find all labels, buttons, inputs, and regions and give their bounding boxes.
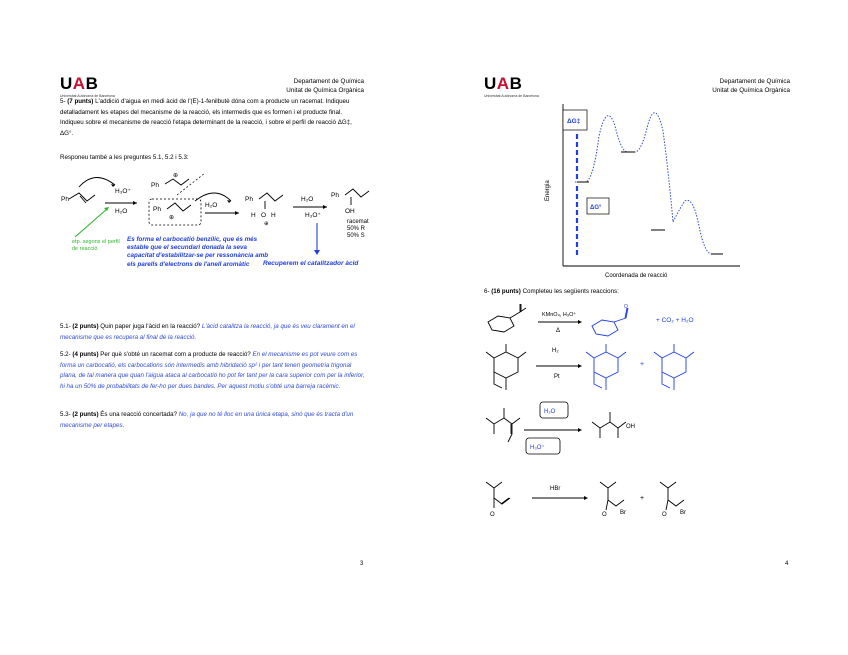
green-arrow [75, 209, 107, 237]
logo-subtitle-right: Universitat Autònoma de Barcelona [484, 94, 539, 98]
rxn1-reagent: KMnO₄, H₃O⁺ [542, 312, 577, 318]
dg-0-label: ΔG° [590, 205, 602, 211]
carbocation-explanation: Es forma el carbocatió benzílic, que és més estable que el secundari donada la seva capacitat d'estabilitzar-se per ressonància amb els parells d'electrons de l'anell aromàtic [127, 236, 269, 268]
carbocation-plus-1: ⊕ [173, 173, 179, 179]
mechanism-scheme [55, 165, 390, 295]
rxn4-br2: Br [680, 510, 686, 516]
rxn3-product [592, 412, 626, 438]
question-5: 5- (7 punts) L'addició d'aigua en medi àcid de l'(E)-1-fenilbutè dóna com a producte un racemat. Indiqueu detalladament les etapes del mecanisme de la reacció, els intermedis que es formen i el producte final. Indiqueu sobre el mecanisme de reacció l'etapa determinant de la reacció, i sobre el perfil de reacció ΔG‡, ΔG°. [60, 98, 352, 137]
diene-structure [486, 344, 526, 390]
ph-label-4: Ph [245, 196, 253, 203]
recover-catalyst-text: Recuperem el catalitzador àcid [263, 260, 359, 267]
rxn2-reagent: H₂ [552, 348, 559, 354]
question-5-3: 5.3- (2 punts) És una reacció concertada? No, ja que no té lloc en una única etapa, sinó que és tracta d'un mecanisme per etapes. [60, 411, 354, 429]
rxn1-products: + CO₂ + H₂O [656, 317, 694, 324]
x-axis-label: Coordenada de reacció [605, 273, 668, 279]
reaction-4 [480, 470, 760, 530]
question-5-1: 5.1- (2 punts) Quin paper juga l'àcid en la reacció? L'àcid catalitza la reacció, ja que és veu clarament en el mecanisme que es recupera al final de la reacció. [60, 323, 355, 341]
oxonium-o: O [261, 212, 267, 219]
rxn4-product-2 [660, 482, 684, 510]
department-name-right: Departament de Química [719, 78, 790, 85]
rxn3-oh: OH [626, 424, 635, 430]
h2o-label-1: H₂O [115, 208, 128, 215]
rxn2-product-1 [586, 344, 626, 390]
rxn4-plus: + [640, 495, 645, 502]
h2o-label-2: H₂O [205, 202, 218, 209]
page-number-right: 4 [785, 561, 789, 567]
uab-logo [60, 74, 120, 98]
ph-label: Ph [61, 196, 69, 203]
question-6: 6- (16 punts) Completeu les següents reaccions: [484, 288, 619, 295]
rxn4-product-1 [600, 482, 624, 510]
reaction-3 [480, 398, 760, 468]
racemat-label: racemat [347, 219, 369, 225]
logo-word: UAB [60, 74, 99, 93]
rxn4-reagent: HBr [550, 486, 561, 492]
y-axis-label: Energia [545, 180, 551, 201]
rxn3-reagent-1: H₂O [544, 409, 556, 415]
unit-name-right: Unitat de Química Orgànica [712, 86, 790, 94]
rxn3-alkene [486, 408, 520, 442]
ph-label-5: Ph [331, 192, 339, 199]
rxn1-cond: Δ [556, 328, 561, 334]
page-number-left: 3 [360, 561, 364, 567]
ph-label-3: Ph [153, 206, 161, 213]
unit-name: Unitat de Química Orgànica [286, 86, 364, 94]
rxn4-enol-ether [486, 482, 510, 508]
rxn2-plus: + [640, 361, 645, 368]
department-header [164, 78, 364, 95]
svg-text:O: O [624, 304, 628, 310]
ph-label-2: Ph [151, 182, 159, 189]
cyclohexane-alkene [488, 316, 514, 332]
s50-label: 50% S [347, 233, 365, 239]
r50-label: 50% R [347, 226, 366, 232]
green-note: etp. segons el perfil de reacció [72, 239, 120, 252]
question-5-2: 5.2- (4 punts) Per què s'obté un racemat com a producte de reacció? En el mecanisme es pot veure com es forma un carbocatió, els carbocations són intermedis amb hibridació sp² i per tant tenen geometria trigonal plana, de tal manera que quan l'aigua ataca al carbocatió ho pot fer tant per la cara superior com per la inferior, hi ha un 50% de probabilitats de fer-ho per dues bandes. Per aquest motiu s'obté una barreja racèmic. [60, 351, 365, 390]
oh-label: OH [345, 208, 355, 215]
department-name: Departament de Química [293, 78, 364, 85]
rxn2-cond: Pt [554, 374, 560, 380]
rxn4-o2: O [662, 512, 667, 518]
dg-ts-label: ΔG‡ [567, 118, 581, 125]
carbocation-plus-2: ⊕ [169, 215, 175, 221]
oxonium-h2: H [271, 212, 276, 219]
rxn4-o1: O [602, 512, 607, 518]
logo-word-right: UAB [484, 74, 523, 93]
rxn4-br1: Br [620, 510, 626, 516]
h2o-label-3: H₂O [301, 196, 314, 203]
rxn2-product-2 [654, 344, 694, 390]
energy-profile [535, 96, 745, 281]
rxn4-o0: O [490, 512, 495, 518]
oxonium-plus: ⊕ [264, 221, 269, 227]
alkene-structure [69, 193, 95, 203]
reaction-1 [480, 300, 760, 340]
h3o-label: H₃O⁺ [115, 188, 131, 195]
respond-instruction: Responeu també a les preguntes 5.1, 5.2 i 5.3: [60, 154, 189, 161]
logo-subtitle: Universitat Autònoma de Barcelona [60, 94, 115, 98]
reaction-2 [480, 340, 760, 396]
ketone-product [592, 308, 628, 336]
oxonium-h: H [251, 212, 256, 219]
reaction-curve [575, 113, 720, 254]
department-header-right [590, 78, 790, 95]
curved-arrow-1 [79, 177, 115, 187]
uab-logo-right [484, 74, 544, 98]
rxn3-reagent-2: H₃O⁺ [530, 445, 545, 451]
h3o-label-2: H₃O⁺ [305, 212, 321, 219]
